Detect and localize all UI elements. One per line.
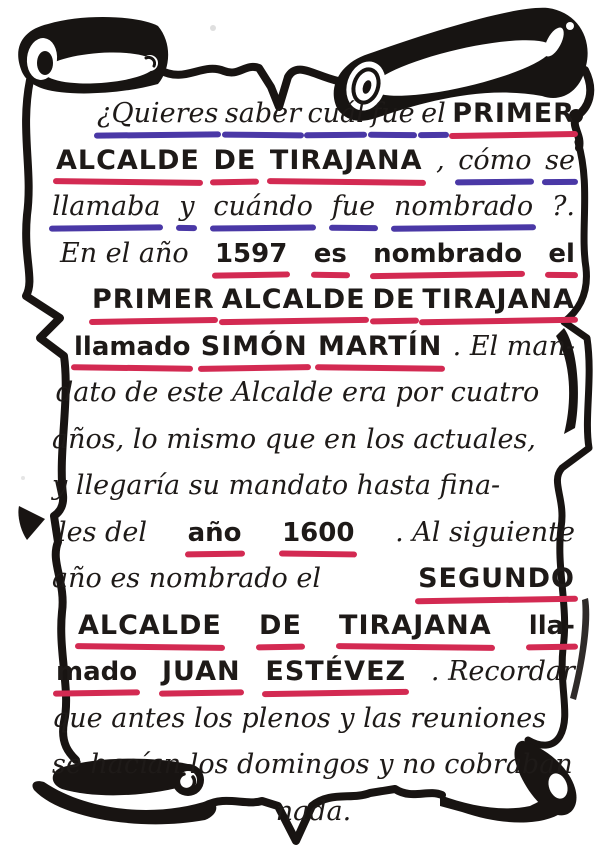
word: año es nombrado el xyxy=(52,563,322,595)
underlined-word: PRIMER xyxy=(92,284,215,316)
underlined-word: mado xyxy=(56,657,138,688)
underlined-word: PRIMER xyxy=(452,98,575,129)
text-line xyxy=(52,424,575,455)
text-line xyxy=(52,284,575,315)
scroll-left-arrow-mark xyxy=(18,506,45,540)
underlined-word: fue xyxy=(371,98,415,129)
text-line xyxy=(52,98,575,129)
underlined-word: y xyxy=(179,191,195,223)
underlined-word: ¿Quieres xyxy=(97,98,219,129)
underlined-word: lla- xyxy=(528,610,575,641)
text-line xyxy=(52,331,575,362)
underlined-word: nombrado xyxy=(394,191,534,223)
text-line xyxy=(52,238,575,269)
underlined-word: año xyxy=(187,517,242,548)
underlined-word: 1600 xyxy=(282,517,355,548)
underlined-word: cómo xyxy=(458,144,532,176)
underlined-word: saber xyxy=(224,98,301,129)
word: ?. xyxy=(551,191,575,223)
word: nada. xyxy=(275,795,352,827)
word: y llegaría su mandato hasta fina- xyxy=(52,470,501,502)
underlined-word: fue xyxy=(331,191,376,223)
word: dato de este Alcalde era por cuatro xyxy=(56,377,540,409)
scan-speckle xyxy=(210,25,216,31)
underlined-word: SIMÓN xyxy=(200,330,308,362)
word: . El man- xyxy=(452,330,575,362)
underlined-word: JUAN xyxy=(161,656,241,688)
underlined-word: DE xyxy=(213,144,257,176)
text-line xyxy=(52,656,575,687)
underlined-word: cuándo xyxy=(213,191,313,223)
underlined-word: TIRAJANA xyxy=(422,284,575,316)
underlined-word: cuál xyxy=(307,98,365,129)
text-line xyxy=(52,470,575,501)
parchment-text xyxy=(52,98,575,827)
word: . Recordar xyxy=(430,656,575,688)
word: les del xyxy=(58,516,147,548)
text-line xyxy=(52,749,575,780)
underlined-word: llamaba xyxy=(52,191,161,223)
underlined-word: DE xyxy=(372,284,416,316)
underlined-word: ESTÉVEZ xyxy=(265,656,407,688)
top-right-roll-notch xyxy=(566,22,574,30)
word: En el año xyxy=(60,237,189,269)
underlined-word: 1597 xyxy=(214,238,288,269)
underlined-word: se xyxy=(545,144,575,176)
underlined-word: SEGUNDO xyxy=(418,563,575,595)
text-line xyxy=(52,145,575,176)
underlined-word: es xyxy=(313,238,347,269)
underlined-word: llamado xyxy=(74,331,191,362)
underlined-word: ALCALDE xyxy=(56,144,200,176)
underlined-word: TIRAJANA xyxy=(339,609,492,641)
underlined-word: ALCALDE xyxy=(221,284,366,316)
word: se hacían los domingos y no cobraban xyxy=(52,749,573,781)
word: , xyxy=(436,144,445,176)
text-line xyxy=(52,191,575,222)
text-line xyxy=(52,703,575,734)
underlined-word: TIRAJANA xyxy=(269,144,423,176)
text-line xyxy=(52,377,575,408)
underlined-word: el xyxy=(421,98,446,129)
text-line xyxy=(52,610,575,641)
underlined-word: DE xyxy=(259,609,302,641)
underlined-word: ALCALDE xyxy=(78,609,222,641)
word: años, lo mismo que en los actuales, xyxy=(52,423,536,455)
text-line xyxy=(52,563,575,594)
scan-speckle xyxy=(21,476,25,480)
underlined-word: nombrado xyxy=(373,238,523,269)
text-line xyxy=(52,796,575,827)
top-left-roll-core xyxy=(37,51,53,75)
underlined-word: el xyxy=(548,238,575,269)
text-line xyxy=(52,517,575,548)
word: . Al siguiente xyxy=(395,516,575,548)
word: que antes los plenos y las reuniones xyxy=(52,702,547,734)
underlined-word: MARTÍN xyxy=(317,330,443,362)
